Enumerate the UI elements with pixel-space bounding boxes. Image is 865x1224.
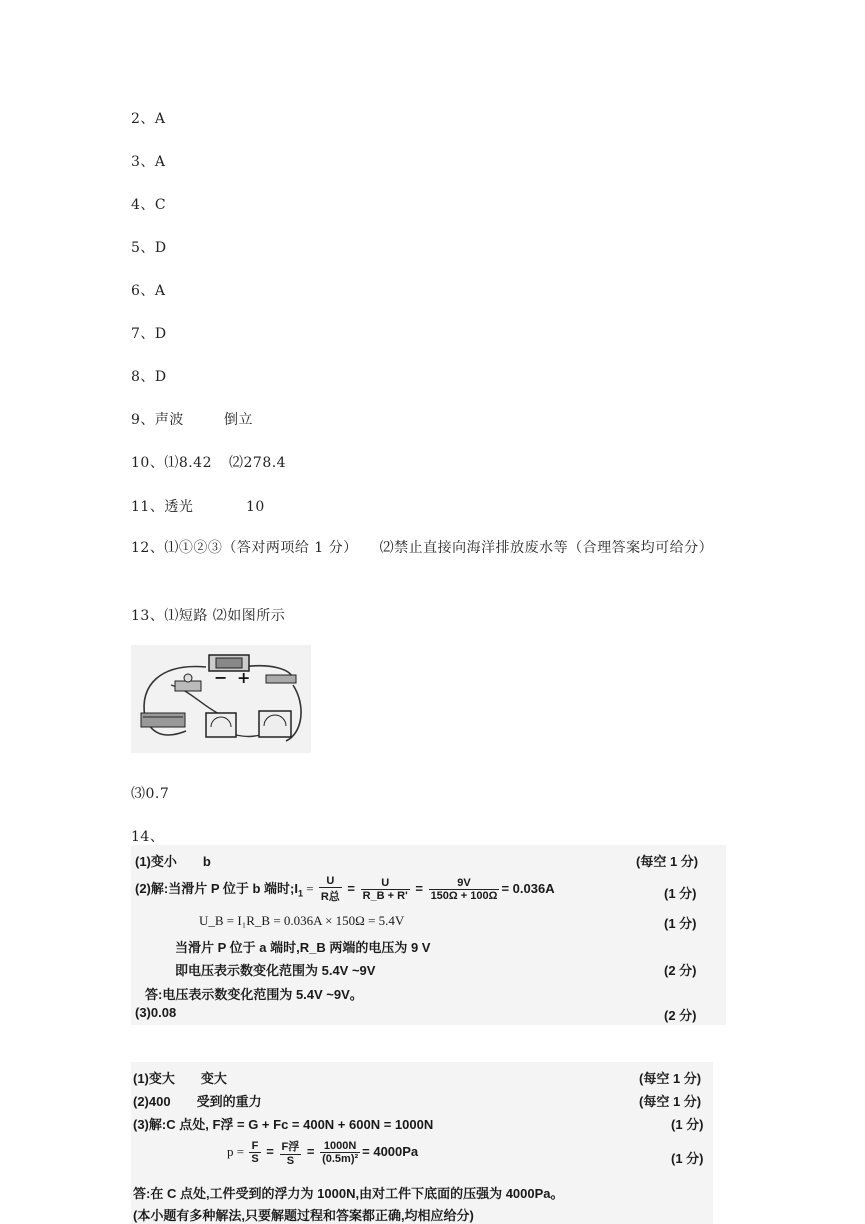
frac1-num: U [319, 875, 342, 888]
wire-meters [236, 735, 261, 737]
q14-row3: U_B = I₁R_B = 0.036A × 150Ω = 5.4V [199, 913, 405, 928]
answer-5: 5、D [131, 240, 167, 256]
frac6-den: (0.5m)² [322, 1153, 359, 1165]
battery-cell [216, 658, 242, 668]
q15-solution-scan [131, 1062, 713, 1224]
answer-2: 2、A [131, 111, 166, 127]
frac-f-s [249, 1140, 260, 1165]
frac-ffloat-s [280, 1138, 302, 1167]
answer-8: 8、D [131, 369, 167, 385]
q15-row4-tail: = 4000Pa [362, 1143, 419, 1159]
battery-minus: − [214, 668, 228, 687]
frac-9v [429, 877, 500, 902]
answer-6: 6、A [131, 283, 166, 299]
answer-4: 4、C [131, 197, 167, 213]
q14-solution-scan [131, 845, 726, 1025]
answer-9-part1: 9、声波 [131, 412, 184, 428]
switch [266, 675, 296, 683]
q14-row2-left: (2)解:当滑片 P 位于 b 端时$;I_1$ = $\frac{U}{\text{R总}}$ = $\frac{U}{R\_B + R'}$ = $\frac{9V}{150\Omega + 100\Omega}$ = 0.036A [135, 875, 555, 903]
answer-12: 12、⑴①②③（答对两项给 1 分） ⑵禁止直接向海洋排放废水等（合理答案均可给分） [131, 540, 714, 556]
frac-u-rb [361, 877, 410, 902]
q14-row2-tail: = 0.036A [501, 880, 555, 896]
circuit-diagram [131, 645, 311, 753]
q14-row2-text: (2)解:当滑片 P 位于 b 端时;I [135, 880, 298, 896]
answer-10-part1: 10、⑴8.42 [131, 455, 212, 471]
frac-u-rtotal [319, 875, 342, 904]
frac2-den: R_B + R' [362, 890, 408, 902]
rheostat [141, 713, 185, 727]
frac2-num: U [361, 877, 410, 890]
answer-11-part1: 11、透光 [131, 499, 194, 515]
q14-row3-score: (1 分) [664, 916, 697, 931]
answer-9-part2: 倒立 [224, 412, 253, 428]
q14-row2-eq: = [303, 880, 317, 896]
q14-row6: 答:电压表示数变化范围为 5.4V ~9V。 [145, 987, 363, 1002]
frac4-den: S [251, 1153, 259, 1165]
q15-row1: (1)变大 变大 [133, 1071, 227, 1086]
q14-row2-sub: 1 [297, 888, 303, 899]
answer-13: 13、⑴短路 ⑵如图所示 [131, 608, 286, 624]
answer-9 [131, 409, 253, 429]
frac3-den: 150Ω + 100Ω [430, 890, 498, 902]
answer-3: 3、A [131, 154, 166, 170]
frac5-den: S [286, 1155, 295, 1167]
q15-row3: (3)解:C 点处, F浮 = G + Fc = 400N + 600N = 1000N [133, 1117, 434, 1132]
q15-row4: p = $\frac{F}{S}$ = $\frac{\text{F浮}}{S}$ = $\frac{1000N}{\text{(0.5m)²}}$ = 4000Pa [227, 1140, 419, 1167]
answer-13-part3: ⑶0.7 [131, 786, 170, 802]
q14-row1-left: (1)变小 b [135, 854, 211, 869]
q15-row1-score: (每空 1 分) [639, 1071, 702, 1086]
q15-row4-pre: p = [227, 1143, 248, 1159]
answer-11 [131, 496, 265, 516]
frac3-num: 9V [429, 877, 500, 890]
answer-7: 7、D [131, 326, 167, 342]
q14-row7: (3)0.08 [135, 1005, 177, 1020]
q15-row4-score: (1 分) [671, 1151, 704, 1166]
q15-row2-score: (每空 1 分) [639, 1094, 702, 1109]
answer-11-part2: 10 [246, 499, 265, 515]
q15-row5: 答:在 C 点处,工件受到的浮力为 1000N,由对工件下底面的压强为 4000Pa。 [133, 1186, 564, 1201]
q15-row2: (2)400 受到的重力 [133, 1094, 262, 1109]
q14-row4: 当滑片 P 位于 a 端时,R_B 两端的电压为 9 V [175, 940, 431, 955]
bulb [184, 674, 192, 682]
frac6-num: 1000N [320, 1140, 360, 1153]
q14-row7-score: (2 分) [664, 1008, 697, 1023]
q15-row6: (本小题有多种解法,只要解题过程和答案都正确,均相应给分) [133, 1208, 474, 1223]
q14-row5-score: (2 分) [664, 963, 697, 978]
answer-14-label: 14、 [131, 829, 165, 845]
answer-10-part2: ⑵278.4 [229, 455, 287, 471]
frac5-num: F浮 [280, 1138, 302, 1155]
frac1-den: R总 [320, 891, 340, 903]
frac-1000n [320, 1140, 360, 1165]
q15-row3-score: (1 分) [671, 1117, 704, 1132]
circuit-drawing [131, 645, 311, 753]
frac4-num: F [249, 1140, 260, 1153]
answer-10 [131, 452, 286, 472]
q14-row1-score: (每空 1 分) [636, 854, 699, 869]
battery-plus: + [237, 668, 251, 687]
q14-row2-score: (1 分) [664, 886, 697, 901]
q14-row5: 即电压表示数变化范围为 5.4V ~9V [175, 963, 376, 978]
